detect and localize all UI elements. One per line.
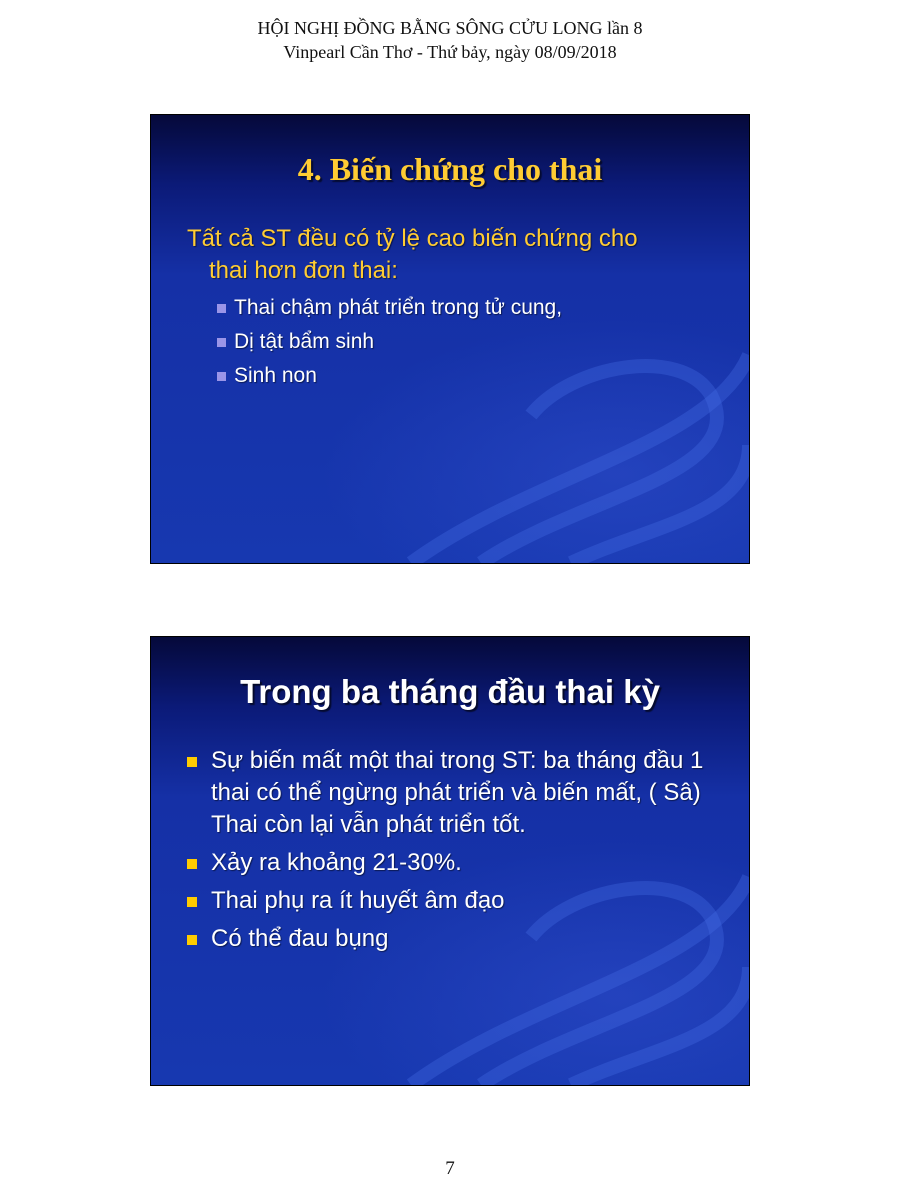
slide-title: Trong ba tháng đầu thai kỳ xyxy=(240,673,660,710)
page-number: 7 xyxy=(445,1158,455,1179)
square-bullet-icon xyxy=(187,859,197,869)
square-bullet-icon xyxy=(217,304,226,313)
lead-text xyxy=(187,223,727,287)
list-item: Sinh non xyxy=(217,359,727,393)
square-bullet-icon xyxy=(187,757,197,767)
square-bullet-icon xyxy=(217,372,226,381)
list-item: Xảy ra khoảng 21-30%. xyxy=(187,847,717,879)
page-header xyxy=(0,16,900,64)
lead-line-2: thai hơn đơn thai: xyxy=(209,257,398,284)
list-item: Sự biến mất một thai trong ST: ba tháng đầu 1 thai có thể ngừng phát triển và biến mất, ( Sâ) Thai còn lại vẫn phát triển tốt. xyxy=(187,745,717,841)
square-bullet-icon xyxy=(187,935,197,945)
bullet-list xyxy=(217,291,727,393)
conference-title: HỘI NGHỊ ĐỒNG BẰNG SÔNG CỬU LONG lần 8 xyxy=(257,18,643,38)
square-bullet-icon xyxy=(217,338,226,347)
square-bullet-icon xyxy=(187,897,197,907)
list-item: Có thể đau bụng xyxy=(187,923,717,955)
bullet-list xyxy=(187,745,717,961)
lead-line-1: Tất cả ST đều có tỷ lệ cao biến chứng cho xyxy=(187,225,638,252)
slide-title: 4. Biến chứng cho thai xyxy=(297,151,603,187)
slide-1 xyxy=(150,114,750,564)
list-item: Thai phụ ra ít huyết âm đạo xyxy=(187,885,717,917)
list-item: Thai chậm phát triển trong tử cung, xyxy=(217,291,727,325)
venue-date: Vinpearl Cần Thơ - Thứ bảy, ngày 08/09/2018 xyxy=(283,42,617,62)
slide-2 xyxy=(150,636,750,1086)
list-item: Dị tật bẩm sinh xyxy=(217,325,727,359)
